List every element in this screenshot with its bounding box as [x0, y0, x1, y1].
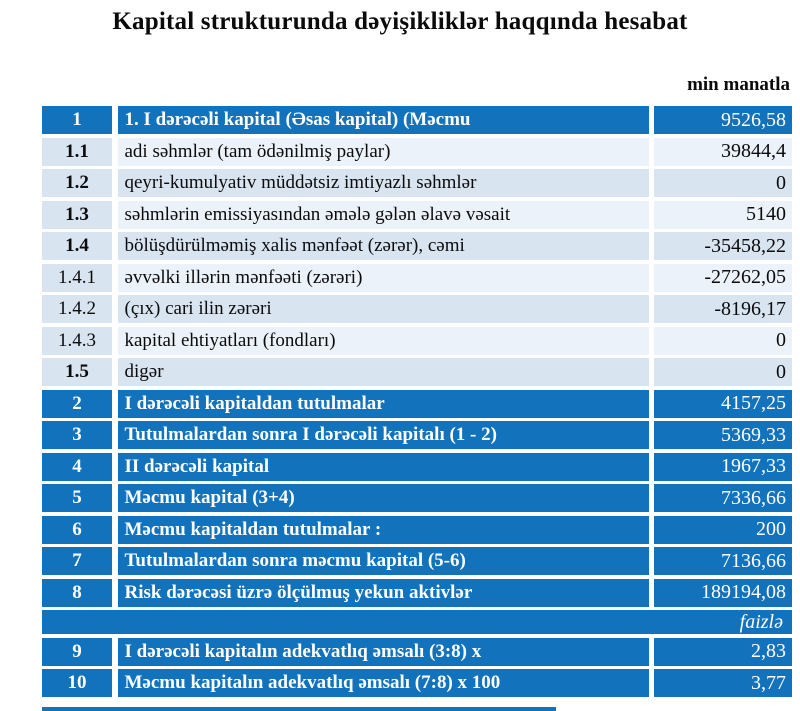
row-label: adi səhmlər (tam ödənilmiş paylar) — [118, 138, 649, 166]
table-row — [42, 390, 792, 418]
row-value: -27262,05 — [654, 264, 792, 292]
row-value: 3,77 — [654, 669, 792, 697]
row-number: 9 — [42, 638, 112, 666]
bottom-partial-row-strip — [42, 707, 556, 711]
row-number: 2 — [42, 390, 112, 418]
table-row — [42, 516, 792, 544]
table-row — [42, 169, 792, 197]
row-label: Məcmu kapitalın adekvatlıq əmsalı (7:8) x 100 — [118, 669, 649, 697]
row-value: 200 — [654, 516, 792, 544]
row-number: 1.4.2 — [42, 295, 112, 323]
row-number: 4 — [42, 453, 112, 481]
table-row — [42, 484, 792, 512]
table-row — [42, 669, 792, 697]
row-value: 189194,08 — [654, 579, 792, 607]
table-row — [42, 638, 792, 666]
row-label: əvvəlki illərin mənfəəti (zərəri) — [118, 264, 649, 292]
row-value: 9526,58 — [654, 106, 792, 134]
row-number: 1.3 — [42, 201, 112, 229]
row-value: 5369,33 — [654, 421, 792, 449]
note-label: faizlə — [42, 610, 792, 634]
table-row — [42, 232, 792, 260]
row-label: Tutulmalardan sonra I dərəcəli kapitalı (1 - 2) — [118, 421, 649, 449]
row-label: I dərəcəli kapitaldan tutulmalar — [118, 390, 649, 418]
row-label: (çıx) cari ilin zərəri — [118, 295, 649, 323]
row-label: I dərəcəli kapitalın adekvatlıq əmsalı (3:8) x — [118, 638, 649, 666]
row-number: 1.2 — [42, 169, 112, 197]
table-row — [42, 201, 792, 229]
row-number: 1.4.3 — [42, 327, 112, 355]
table-row — [42, 579, 792, 607]
table-row — [42, 106, 792, 134]
row-label: II dərəcəli kapital — [118, 453, 649, 481]
row-value: 5140 — [654, 201, 792, 229]
table-row — [42, 453, 792, 481]
row-label: kapital ehtiyatları (fondları) — [118, 327, 649, 355]
row-number: 6 — [42, 516, 112, 544]
row-value: -35458,22 — [654, 232, 792, 260]
row-label: səhmlərin emissiyasından əmələ gələn əlavə vəsait — [118, 201, 649, 229]
row-number: 3 — [42, 421, 112, 449]
table-row — [42, 327, 792, 355]
table-row — [42, 421, 792, 449]
row-number: 7 — [42, 547, 112, 575]
row-number: 1 — [42, 106, 112, 134]
row-number: 5 — [42, 484, 112, 512]
unit-note: min manatla — [687, 74, 790, 95]
row-value: 2,83 — [654, 638, 792, 666]
table-note-row — [42, 610, 792, 634]
row-label: Tutulmalardan sonra məcmu kapital (5-6) — [118, 547, 649, 575]
row-value: 1967,33 — [654, 453, 792, 481]
row-value: 4157,25 — [654, 390, 792, 418]
row-number: 1.4.1 — [42, 264, 112, 292]
row-label: Məcmu kapitaldan tutulmalar : — [118, 516, 649, 544]
row-value: 0 — [654, 327, 792, 355]
row-number: 10 — [42, 669, 112, 697]
row-number: 1.4 — [42, 232, 112, 260]
row-label: 1. I dərəcəli kapital (Əsas kapital) (Məcmu — [118, 106, 649, 134]
page-title: Kapital strukturunda dəyişikliklər haqqında hesabat — [112, 8, 688, 35]
row-number: 1.5 — [42, 358, 112, 386]
row-value: -8196,17 — [654, 295, 792, 323]
row-label: Risk dərəcəsi üzrə ölçülmuş yekun aktivlər — [118, 579, 649, 607]
row-value: 0 — [654, 358, 792, 386]
row-label: bölüşdürülməmiş xalis mənfəət (zərər), cəmi — [118, 232, 649, 260]
row-value: 7336,66 — [654, 484, 792, 512]
row-value: 0 — [654, 169, 792, 197]
row-value: 39844,4 — [654, 138, 792, 166]
capital-structure-table — [42, 106, 792, 701]
table-row — [42, 547, 792, 575]
row-label: digər — [118, 358, 649, 386]
row-label: qeyri-kumulyativ müddətsiz imtiyazlı səhmlər — [118, 169, 649, 197]
row-value: 7136,66 — [654, 547, 792, 575]
table-row — [42, 264, 792, 292]
table-row — [42, 138, 792, 166]
table-row — [42, 295, 792, 323]
row-label: Məcmu kapital (3+4) — [118, 484, 649, 512]
row-number: 1.1 — [42, 138, 112, 166]
table-row — [42, 358, 792, 386]
row-number: 8 — [42, 579, 112, 607]
